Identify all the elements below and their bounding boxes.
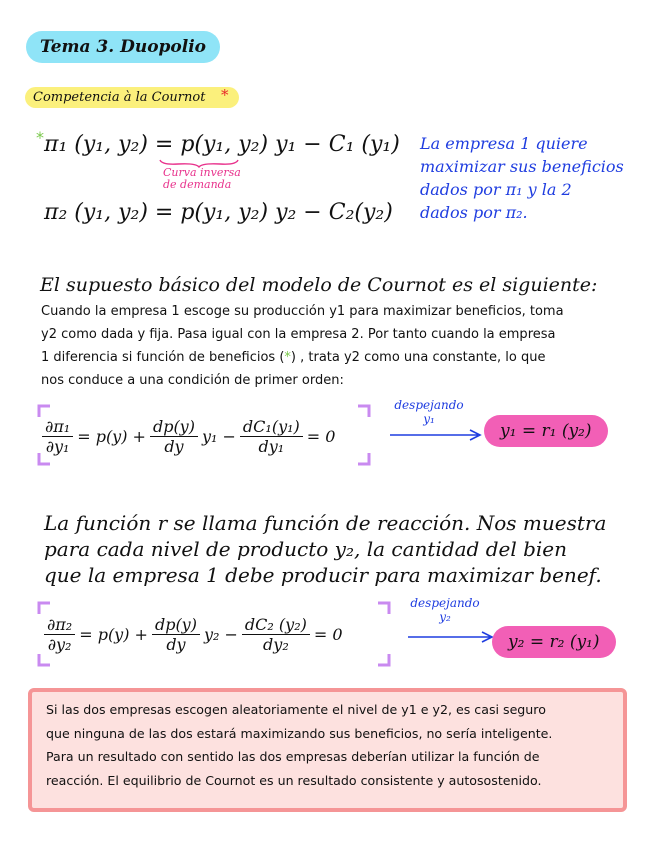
fraction-numerator: ∂π₁ [42, 417, 73, 437]
note-line: Curva inversa [163, 166, 241, 179]
callout-line: que ninguna de las dos estará maximizando sus beneficios, no sería inteligente. [46, 725, 553, 741]
asterisk-ref: * [284, 350, 291, 365]
arrow-right-icon [388, 428, 484, 442]
demand-curve-note [163, 167, 241, 191]
paragraph-line [41, 346, 621, 369]
explanation-line: La función r se llama función de reacción. Nos muestra [44, 511, 607, 535]
equation-term: = 0 [313, 624, 343, 644]
profit-equation-2: π₂ (y₁, y₂) = p(y₁, y₂) y₂ − C₂(y₂) [44, 200, 393, 225]
reaction-function-explanation [44, 510, 606, 588]
side-note-line: maximizar sus beneficios [420, 157, 624, 176]
fraction-numerator: dC₁(y₁) [240, 417, 303, 437]
paragraph-line: nos conduce a una condición de primer orden: [41, 373, 344, 388]
paragraph-text: 1 diferencia si función de beneficios ( [41, 350, 285, 365]
equation-term: = p(y) + [79, 624, 148, 644]
paragraph-text: ) , trata y2 como una constante, lo que [290, 350, 546, 365]
price-derivative [150, 417, 198, 456]
fraction-denominator: ∂y₁ [45, 436, 70, 456]
arrow-right-icon [406, 630, 496, 644]
explanation-line: que la empresa 1 debe producir para maximizar benef. [44, 563, 602, 587]
conclusion-callout [28, 688, 627, 812]
arrow-label-line: despejando [394, 398, 464, 412]
fraction-denominator: dy [164, 436, 184, 456]
explanation-line: para cada nivel de producto y₂, la cantidad del bien [44, 537, 568, 561]
asterisk-icon: * [220, 86, 229, 104]
callout-line: Si las dos empresas escogen aleatoriamente el nivel de y1 e y2, es casi seguro [46, 702, 546, 717]
partial-derivative [44, 615, 75, 654]
cost-derivative [240, 417, 303, 456]
fraction-numerator: dp(y) [150, 417, 198, 437]
fraction-denominator: dy₁ [258, 436, 285, 456]
cost-derivative [242, 615, 310, 654]
paragraph-line: y2 como dada y fija. Pasa igual con la empresa 2. Por tanto cuando la empresa [41, 327, 556, 342]
arrow-label-line: y₂ [439, 610, 451, 624]
first-order-condition-2 [44, 612, 347, 656]
equation-marker: * [36, 128, 44, 147]
fraction-numerator: dC₂ (y₂) [242, 615, 310, 635]
side-note [420, 132, 624, 224]
arrow-label [406, 596, 484, 624]
paragraph-line: Cuando la empresa 1 escoge su producción y1 para maximizar beneficios, toma [41, 304, 564, 319]
reaction-function-1: y₁ = r₁ (y₂) [484, 415, 608, 447]
section-heading: El supuesto básico del modelo de Cournot es el siguiente: [40, 274, 598, 296]
fraction-numerator: dp(y) [152, 615, 200, 635]
section-subtitle [25, 87, 239, 108]
side-note-line: dados por π₂. [420, 203, 528, 222]
note-line: de demanda [163, 178, 232, 191]
arrow-label-line: y₁ [423, 412, 435, 426]
fraction-denominator: dy [166, 634, 186, 654]
subtitle-text: Competencia à la Cournot [33, 90, 206, 105]
arrow-label-line: despejando [410, 596, 480, 610]
reaction-function-2: y₂ = r₂ (y₁) [492, 626, 616, 658]
price-derivative [152, 615, 200, 654]
side-note-line: dados por π₁ y la 2 [420, 180, 572, 199]
equation-term: = 0 [306, 426, 336, 446]
section-paragraph [41, 300, 621, 392]
equation-term: y₂ − [203, 624, 238, 644]
callout-line: reacción. El equilibrio de Cournot es un resultado consistente y autosostenido. [46, 772, 542, 788]
fraction-denominator: dy₂ [263, 634, 289, 654]
arrow-label [390, 398, 468, 426]
equation-term: = p(y) + [77, 426, 146, 446]
page-title: Tema 3. Duopolio [26, 31, 220, 63]
first-order-condition-1 [42, 414, 339, 458]
side-note-line: La empresa 1 quiere [420, 134, 588, 153]
partial-derivative [42, 417, 73, 456]
fraction-denominator: ∂y₂ [47, 634, 72, 654]
profit-equation-1: π₁ (y₁, y₂) = p(y₁, y₂) y₁ − C₁ (y₁) [44, 132, 400, 157]
equation-term: y₁ − [201, 426, 236, 446]
callout-line: Para un resultado con sentido las dos empresas deberían utilizar la función de [46, 749, 540, 764]
fraction-numerator: ∂π₂ [44, 615, 75, 635]
